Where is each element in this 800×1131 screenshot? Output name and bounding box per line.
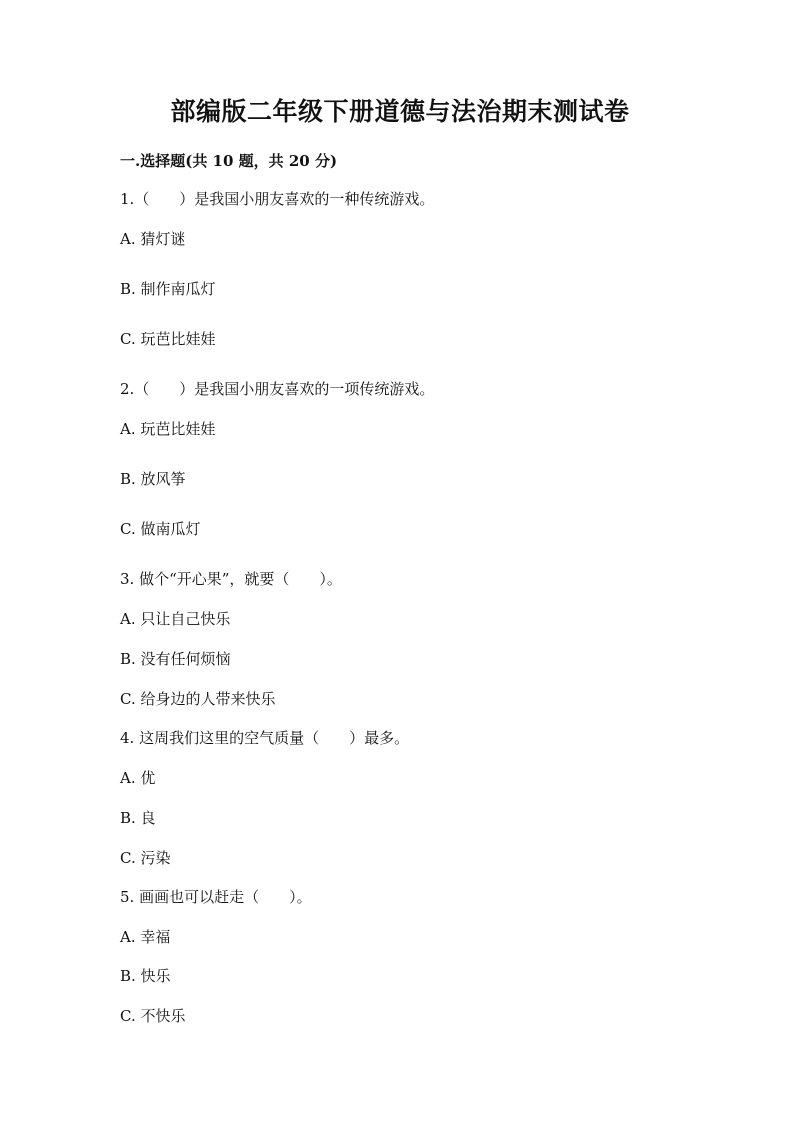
question-stem: 3. 做个“开心果”，就要（ ）。: [120, 570, 342, 588]
option-a: A. 猜灯谜: [120, 230, 186, 248]
option-c: C. 污染: [120, 849, 171, 867]
option-c: C. 不快乐: [120, 1007, 186, 1025]
option-a: A. 幸福: [120, 928, 171, 946]
question-stem: 1.（ ）是我国小朋友喜欢的一种传统游戏。: [120, 190, 435, 208]
option-c: C. 玩芭比娃娃: [120, 330, 216, 348]
option-c: C. 给身边的人带来快乐: [120, 690, 276, 708]
option-c: C. 做南瓜灯: [120, 520, 201, 538]
option-b: B. 快乐: [120, 967, 171, 985]
option-b: B. 良: [120, 809, 156, 827]
option-b: B. 制作南瓜灯: [120, 280, 216, 298]
question-stem: 5. 画画也可以赶走（ ）。: [120, 888, 312, 906]
question-stem: 4. 这周我们这里的空气质量（ ）最多。: [120, 729, 410, 747]
question-stem: 2.（ ）是我国小朋友喜欢的一项传统游戏。: [120, 380, 435, 398]
option-a: A. 玩芭比娃娃: [120, 420, 216, 438]
page-title: 部编版二年级下册道德与法治期末测试卷: [170, 97, 630, 126]
option-b: B. 放风筝: [120, 470, 186, 488]
option-a: A. 优: [120, 769, 156, 787]
option-a: A. 只让自己快乐: [120, 610, 231, 628]
section-heading: 一.选择题(共 10 题，共 20 分): [120, 152, 338, 170]
option-b: B. 没有任何烦恼: [120, 650, 231, 668]
